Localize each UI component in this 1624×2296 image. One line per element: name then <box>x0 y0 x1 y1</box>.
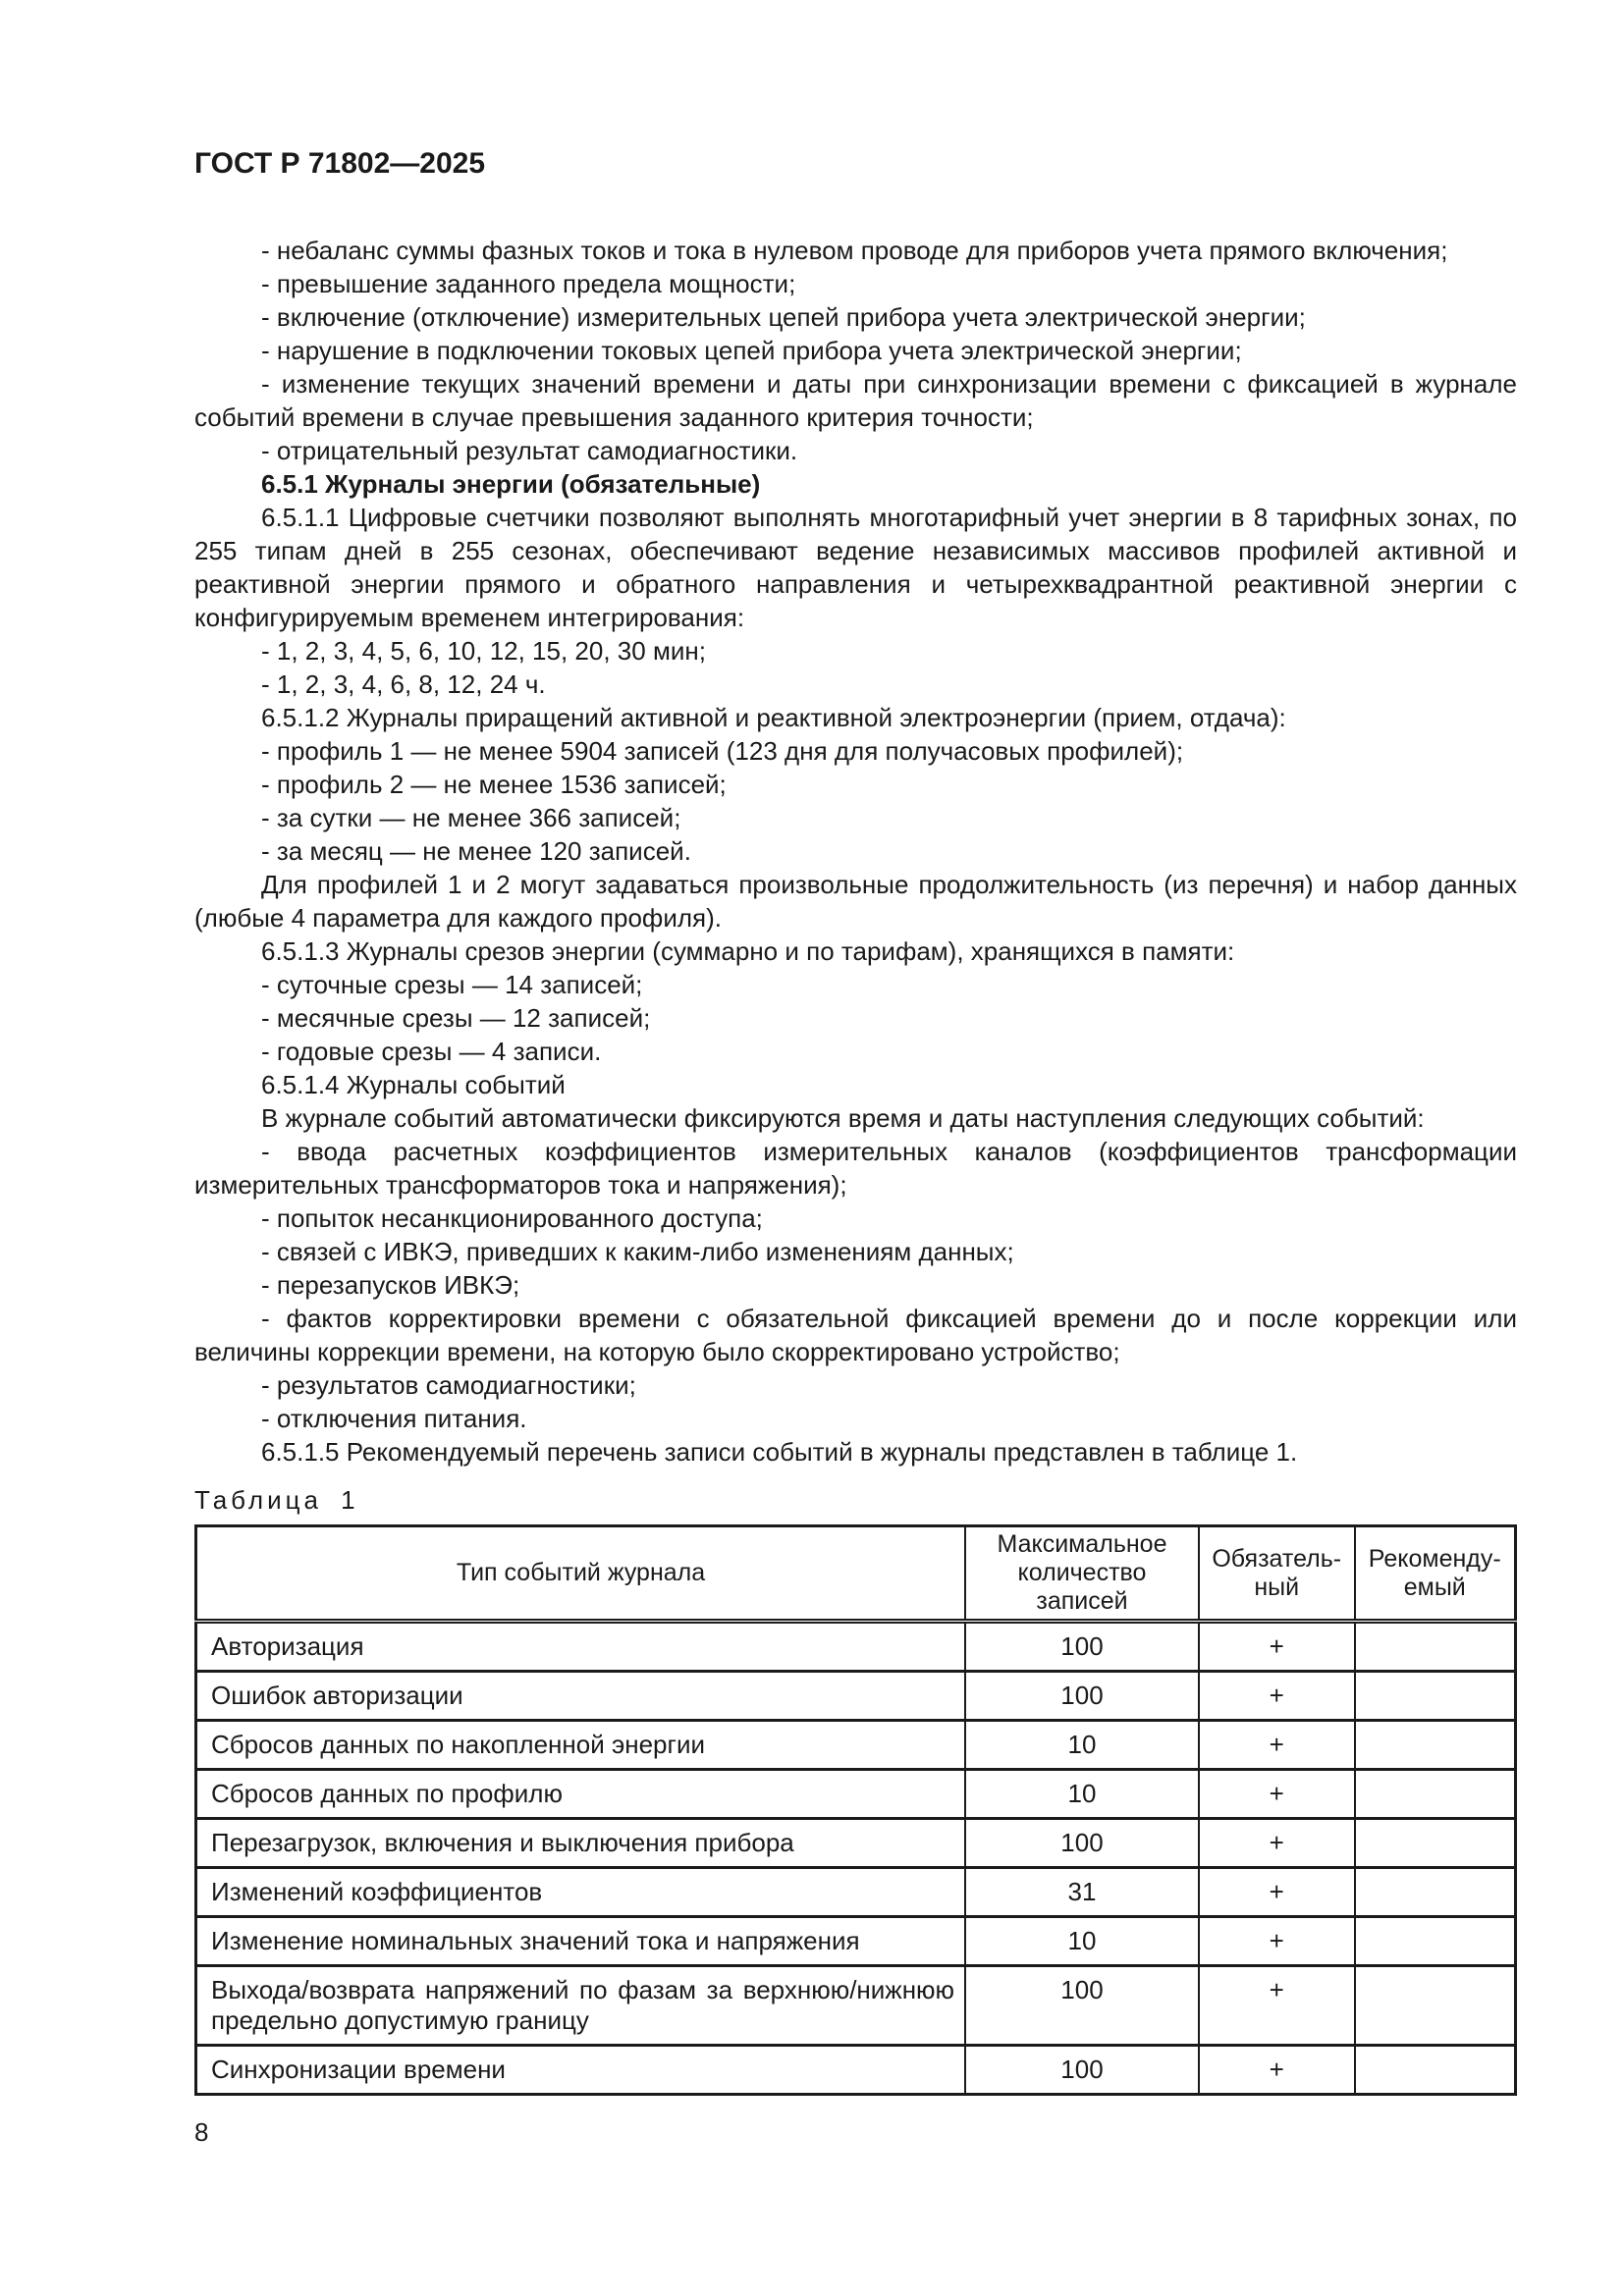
body-paragraph: - профиль 1 — не менее 5904 записей (123 дня для получасовых профилей); <box>261 736 1184 766</box>
body-paragraph: - изменение текущих значений времени и даты при синхронизации времени с фиксацией в журнале событий времени в случае превышения заданного критерия точности; <box>194 369 1517 432</box>
mandatory-cell: + <box>1199 1721 1355 1770</box>
body-paragraph: - за месяц — не менее 120 записей. <box>261 836 691 866</box>
body-paragraph: - 1, 2, 3, 4, 5, 6, 10, 12, 15, 20, 30 мин; <box>261 636 706 666</box>
column-header: Тип событий журнала <box>196 1526 966 1622</box>
body-paragraph: - ввода расчетных коэффициентов измерительных каналов (коэффициентов трансформации измерительных трансформаторов тока и напряжения); <box>194 1137 1517 1200</box>
table-row <box>196 1819 1516 1868</box>
body-paragraph: - включение (отключение) измерительных цепей прибора учета электрической энергии; <box>261 302 1306 332</box>
recommended-cell <box>1355 1966 1516 2046</box>
body-paragraph: - за сутки — не менее 366 записей; <box>261 803 681 832</box>
table-row <box>196 1622 1516 1672</box>
body-paragraph: - профиль 2 — не менее 1536 записей; <box>261 770 727 799</box>
column-header: Рекоменду-емый <box>1355 1526 1516 1622</box>
event-type-cell: Выхода/возврата напряжений по фазам за верхнюю/нижнюю предельно допустимую границу <box>196 1966 966 2046</box>
body-paragraph: - суточные срезы — 14 записей; <box>261 970 643 999</box>
body-paragraph: Для профилей 1 и 2 могут задаваться произвольные продолжительность (из перечня) и набор данных (любые 4 параметра для каждого профиля). <box>194 870 1517 933</box>
body-paragraph: - отключения питания. <box>261 1404 527 1433</box>
body-paragraph: 6.5.1.2 Журналы приращений активной и реактивной электроэнергии (прием, отдача): <box>261 703 1286 732</box>
standard-designation: ГОСТ Р 71802—2025 <box>194 147 486 180</box>
column-header: Максимальное количество записей <box>965 1526 1199 1622</box>
body-paragraph: - 1, 2, 3, 4, 6, 8, 12, 24 ч. <box>261 669 546 699</box>
event-type-cell: Ошибок авторизации <box>196 1672 966 1721</box>
mandatory-cell: + <box>1199 1917 1355 1966</box>
body-paragraph: 6.5.1.1 Цифровые счетчики позволяют выполнять многотарифный учет энергии в 8 тарифных зонах, по 255 типам дней в 255 сезонах, обеспечивают ведение независимых массивов профилей активной и реактивной энергии прямого и обратного направления и четырехквадрантной реактивной энергии с конфигурируемым временем интегрирования: <box>194 503 1517 632</box>
max-records-cell: 10 <box>965 1721 1199 1770</box>
body-paragraph: - годовые срезы — 4 записи. <box>261 1037 602 1066</box>
event-type-cell: Сбросов данных по профилю <box>196 1770 966 1819</box>
max-records-cell: 10 <box>965 1917 1199 1966</box>
mandatory-cell: + <box>1199 1622 1355 1672</box>
event-type-cell: Изменений коэффициентов <box>196 1868 966 1917</box>
body-paragraph: - нарушение в подключении токовых цепей прибора учета электрической энергии; <box>261 336 1242 365</box>
recommended-cell <box>1355 1622 1516 1672</box>
body-paragraph: - фактов корректировки времени с обязательной фиксацией времени до и после коррекции или величины коррекции времени, на которую было скорректировано устройство; <box>194 1304 1517 1366</box>
recommended-cell <box>1355 2046 1516 2095</box>
max-records-cell: 31 <box>965 1868 1199 1917</box>
table-row <box>196 1917 1516 1966</box>
table-row <box>196 1868 1516 1917</box>
mandatory-cell: + <box>1199 1868 1355 1917</box>
body-paragraph: - небаланс суммы фазных токов и тока в нулевом проводе для приборов учета прямого включения; <box>261 236 1448 265</box>
recommended-cell <box>1355 1721 1516 1770</box>
mandatory-cell: + <box>1199 1819 1355 1868</box>
page-number: 8 <box>194 2117 209 2147</box>
recommended-cell <box>1355 1672 1516 1721</box>
event-type-cell: Изменение номинальных значений тока и напряжения <box>196 1917 966 1966</box>
event-type-cell: Сбросов данных по накопленной энергии <box>196 1721 966 1770</box>
max-records-cell: 100 <box>965 1966 1199 2046</box>
recommended-cell <box>1355 1917 1516 1966</box>
table-row <box>196 1721 1516 1770</box>
mandatory-cell: + <box>1199 1770 1355 1819</box>
page-content <box>194 147 1517 2147</box>
table-row <box>196 1770 1516 1819</box>
body-paragraph: - перезапусков ИВКЭ; <box>261 1270 520 1300</box>
mandatory-cell: + <box>1199 1966 1355 2046</box>
body-paragraphs <box>194 234 1517 1468</box>
column-header: Обязатель-ный <box>1199 1526 1355 1622</box>
recommended-cell <box>1355 1770 1516 1819</box>
body-paragraph: - связей с ИВКЭ, приведших к каким-либо изменениям данных; <box>261 1237 1014 1266</box>
max-records-cell: 10 <box>965 1770 1199 1819</box>
table-row <box>196 2046 1516 2095</box>
section-heading: 6.5.1 Журналы энергии (обязательные) <box>261 469 761 499</box>
max-records-cell: 100 <box>965 2046 1199 2095</box>
recommended-cell <box>1355 1819 1516 1868</box>
body-paragraph: 6.5.1.5 Рекомендуемый перечень записи событий в журналы представлен в таблице 1. <box>261 1437 1298 1467</box>
table-row <box>196 1672 1516 1721</box>
table-body <box>196 1622 1516 2095</box>
mandatory-cell: + <box>1199 2046 1355 2095</box>
event-type-cell: Синхронизации времени <box>196 2046 966 2095</box>
event-type-cell: Перезагрузок, включения и выключения прибора <box>196 1819 966 1868</box>
mandatory-cell: + <box>1199 1672 1355 1721</box>
table-row <box>196 1966 1516 2046</box>
body-paragraph: 6.5.1.3 Журналы срезов энергии (суммарно и по тарифам), хранящихся в памяти: <box>261 936 1235 966</box>
body-paragraph: - месячные срезы — 12 записей; <box>261 1003 651 1033</box>
max-records-cell: 100 <box>965 1672 1199 1721</box>
body-paragraph: - результатов самодиагностики; <box>261 1370 636 1400</box>
max-records-cell: 100 <box>965 1622 1199 1672</box>
max-records-cell: 100 <box>965 1819 1199 1868</box>
table-caption: Таблица 1 <box>194 1485 359 1515</box>
body-paragraph: 6.5.1.4 Журналы событий <box>261 1070 566 1099</box>
body-paragraph: - попыток несанкционированного доступа; <box>261 1203 763 1233</box>
body-paragraph: - отрицательный результат самодиагностики. <box>261 436 798 465</box>
recommended-cell <box>1355 1868 1516 1917</box>
table-header-row <box>196 1526 1516 1622</box>
events-log-table <box>194 1524 1517 2096</box>
event-type-cell: Авторизация <box>196 1622 966 1672</box>
body-paragraph: В журнале событий автоматически фиксируются время и даты наступления следующих событий: <box>261 1103 1425 1133</box>
body-paragraph: - превышение заданного предела мощности; <box>261 269 796 298</box>
